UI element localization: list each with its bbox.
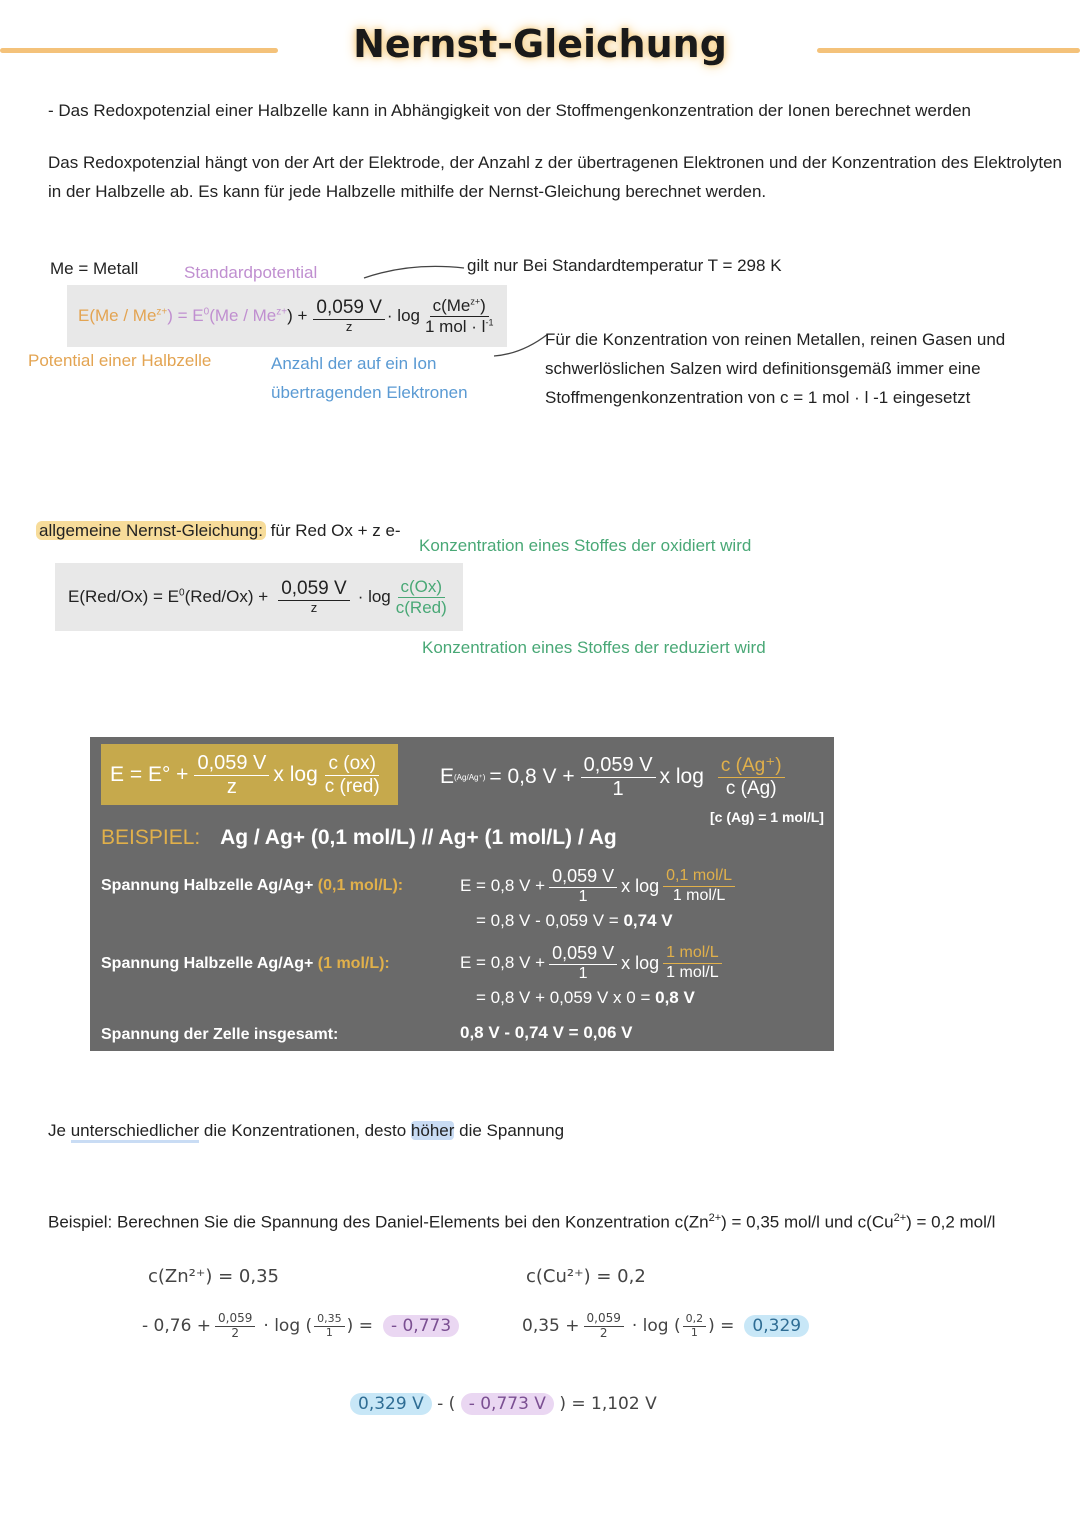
page-title: Nernst-Gleichung: [353, 22, 727, 66]
daniel-task: Beispiel: Berechnen Sie die Spannung des Daniel-Elements bei den Konzentration $c(Zn^{2+}) = 0,35$ mol/l und $c(Cu^{2+}) = 0,2$ mol/l: [48, 1212, 996, 1232]
general-nernst-formula: $E(Red/Ox) = E^0(Red/Ox)$ + $\frac{0,059 V}{z}$ · log $\frac{c(Ox)}{\text{c(Red)}}$: [68, 567, 450, 627]
beispiel-line: BEISPIEL: Ag / Ag+ (0,1 mol/L) // Ag+ (1 mol/L) / Ag: [101, 826, 617, 849]
silver-note: [c (Ag) = 1 mol/L]: [710, 809, 824, 825]
row1-result: = 0,8 V - 0,059 V = 0,74 V: [476, 911, 673, 930]
metal-label: Me = Metall: [50, 259, 139, 278]
row1-formula: E = 0,8 V + $\frac{0,059 V}{1}$ x log $\frac{\text{0,1 mol/L}}{\text{1 mol/L}}$: [460, 864, 735, 908]
temperature-note: gilt nur Bei Standardtemperatur T = 298 K: [467, 256, 782, 275]
temp-annotation-arc: [360, 262, 470, 282]
total-value: 0,8 V - 0,74 V = 0,06 V: [460, 1023, 633, 1042]
intro-paragraph-line2: in der Halbzelle ab. Es kann für jede Halbzelle mithilfe der Nernst-Gleichung berechnet werden.: [48, 182, 767, 201]
zn-concentration: c(Zn²⁺) = 0,35: [148, 1266, 280, 1287]
row1-label: Spannung Halbzelle Ag/Ag+ (0,1 mol/L):: [101, 877, 404, 894]
concentration-note-line1: Für die Konzentration von reinen Metallen, reinen Gasen und: [545, 330, 1006, 349]
concentration-annotation-arc: [492, 326, 552, 362]
row2-formula: E = 0,8 V + $\frac{0,059 V}{1}$ x log $\frac{\text{1 mol/L}}{\text{1 mol/L}}$: [460, 941, 722, 985]
zn-calculation: - 0,76 + $\frac{0,059}{2}$ · log ( $\frac{0,35}{1}$ ) = - 0,773: [142, 1306, 459, 1346]
electrons-label-line1: Anzahl der auf ein Ion: [271, 354, 437, 373]
general-nernst-heading: allgemeine Nernst-Gleichung: für Red Ox + z e-: [36, 516, 401, 545]
intro-paragraph-line1: Das Redoxpotenzial hängt von der Art der Elektrode, der Anzahl z der übertragenen Elektronen und der Konzentration des Elektrolyten: [48, 153, 1063, 172]
general-frac: $\frac{0,059 V}{z}$: [278, 578, 350, 616]
example-general-formula: E = E° + $\frac{0,059 V}{z}$ x log $\frac{c (ox)}{\text{c (red)}}$: [110, 751, 380, 798]
final-voltage: 0,329 V - ( - 0,773 V ) = 1,102 V: [350, 1394, 657, 1414]
row2-label: Spannung Halbzelle Ag/Ag+ (1 mol/L):: [101, 955, 390, 972]
potential-label: Potential einer Halbzelle: [28, 351, 212, 370]
silver-formula: E (Ag/Ag⁺) = 0,8 V + $\frac{0,059 V}{1}$ x log $\frac{c (Ag^+)}{c (Ag)}$: [440, 749, 785, 805]
metal-conc-frac: $\frac{c(Me^{z+})}{1 mol \cdot l^{-1}}$: [424, 295, 494, 336]
metal-nernst-formula: $E(Me / Me^{z+}$ ) = $E^0(Me / Me^{z+}$ ) + $\frac{0,059 V}{z}$ · log $\frac{c(Me^{z+})}{1 mol \cdot l^{-1}}$: [78, 288, 496, 344]
total-label: Spannung der Zelle insgesamt:: [101, 1026, 339, 1043]
metal-frac: $\frac{0,059 V}{z}$: [313, 297, 385, 335]
cu-calculation: 0,35 + $\frac{0,059}{2}$ · log ( $\frac{0,2}{1}$ ) = 0,329: [522, 1306, 809, 1346]
cu-concentration: c(Cu²⁺) = 0,2: [526, 1266, 646, 1287]
row2-result: = 0,8 V + 0,059 V x 0 = 0,8 V: [476, 988, 695, 1007]
oxidized-note: Konzentration eines Stoffes der oxidiert wird: [419, 536, 752, 555]
example-box: [90, 737, 834, 1051]
general-conc-frac: $\frac{c(Ox)}{\text{c(Red)}}$: [395, 576, 447, 617]
concentration-note-line3: Stoffmengenkonzentration von c = 1 mol · l -1 eingesetzt: [545, 388, 971, 407]
cu-result: 0,329: [744, 1315, 809, 1337]
reduced-note: Konzentration eines Stoffes der reduziert wird: [422, 638, 766, 657]
standard-potential-label: Standardpotential: [184, 263, 318, 282]
intro-line: - Das Redoxpotenzial einer Halbzelle kann in Abhängigkeit von der Stoffmengenkonzentration der Ionen berechnet werden: [48, 101, 972, 120]
electrons-label-line2: übertragenden Elektronen: [271, 383, 468, 402]
conclusion-line: Je unterschiedlicher die Konzentrationen, desto höher die Spannung: [48, 1116, 564, 1145]
zn-result: - 0,773: [383, 1315, 459, 1337]
concentration-note-line2: schwerlöslichen Salzen wird definitionsgemäß immer eine: [545, 359, 981, 378]
